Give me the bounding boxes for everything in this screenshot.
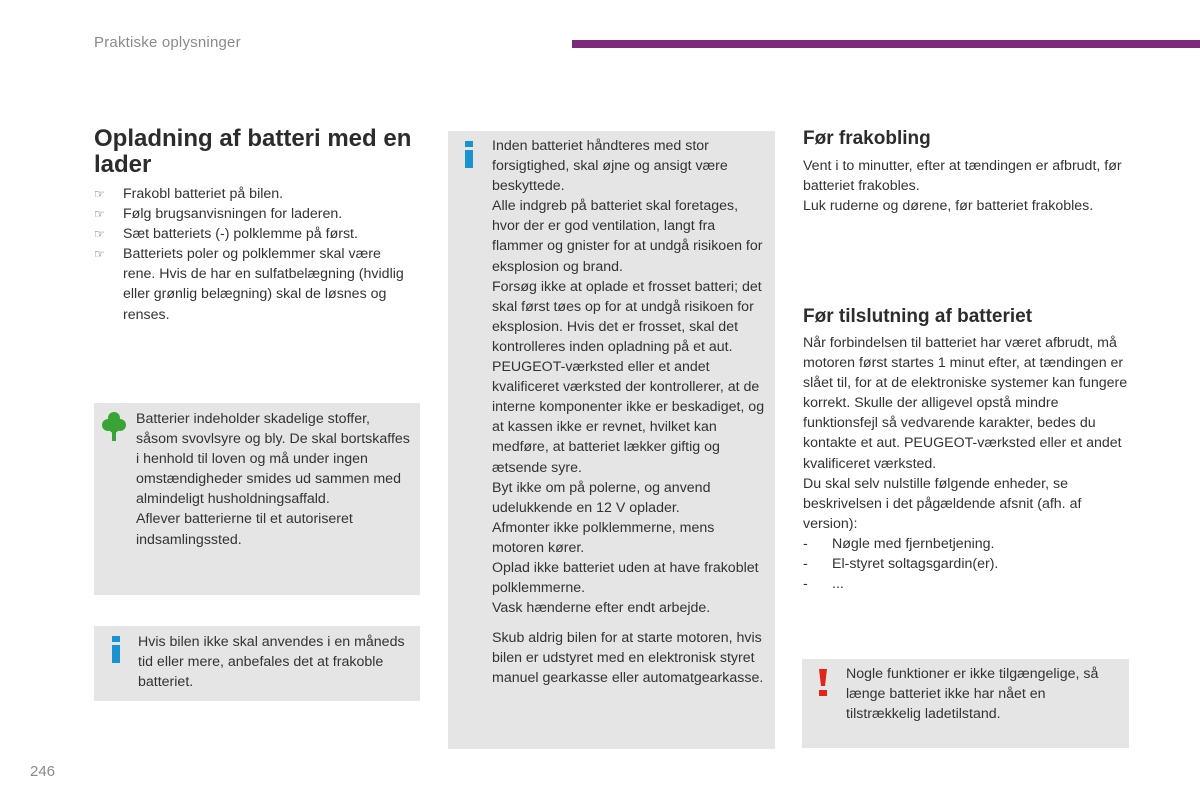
info-note-box	[94, 626, 420, 701]
step-text: Batteriets poler og polklemmer skal være rene. Hvis de har en sulfatbelægning (hvidlig eller grønlig belægning) skal de løsnes og renses.	[123, 246, 404, 323]
pointing-hand-icon: ☞	[94, 227, 105, 242]
info-icon	[111, 636, 121, 663]
list-item	[94, 224, 414, 244]
eco-note-paragraph: Batterier indeholder skadelige stoffer, såsom svovlsyre og bly. De skal bortskaffes i henhold til loven og må under ingen omstændigheder smides ud sammen med almindeligt husholdningsaffald.	[136, 411, 410, 508]
eco-note-text	[136, 409, 412, 550]
before-connect-title: Før tilslutning af batteriet	[803, 306, 1033, 327]
list-item-text: ...	[832, 576, 844, 593]
safety-info-box	[448, 131, 775, 749]
list-item	[94, 184, 414, 204]
step-text: Følg brugsanvisningen for laderen.	[123, 206, 343, 223]
dash-bullet: -	[803, 556, 808, 573]
before-disconnect-text	[803, 156, 1133, 216]
header-title: Praktiske oplysninger	[94, 34, 241, 51]
warning-box	[802, 659, 1129, 748]
list-item-text: Nøgle med fjernbetjening.	[832, 535, 995, 552]
header-accent-bar	[572, 40, 1200, 48]
safety-paragraph: Oplad ikke batteriet uden at have frakoblet polklemmerne.	[492, 559, 759, 597]
dash-bullet: -	[803, 535, 808, 552]
safety-paragraph: Skub aldrig bilen for at starte motoren, hvis bilen er udstyret med en elektronisk styret manuel gearkasse eller automatgearkasse.	[492, 630, 764, 687]
safety-paragraph: Afmonter ikke polklemmerne, mens motoren kører.	[492, 519, 715, 556]
paragraph: Vent i to minutter, efter at tændingen er afbrudt, før batteriet frakobles.	[803, 158, 1122, 195]
warning-text: Nogle funktioner er ikke tilgængelige, så længe batteriet ikke har nået en tilstrækkelig ladetilstand.	[846, 666, 1099, 723]
safety-paragraph: Alle indgreb på batteriet skal foretages, hvor der er god ventilation, langt fra flammer og gnister for at undgå risikoen for eksplosion og brand.	[492, 198, 763, 275]
safety-paragraph: Byt ikke om på polerne, og anvend udelukkende en 12 V oplader.	[492, 479, 711, 516]
step-list	[94, 184, 414, 325]
info-note-text: Hvis bilen ikke skal anvendes i en måneds tid eller mere, anbefales det at frakoble batteriet.	[138, 634, 405, 691]
pointing-hand-icon: ☞	[94, 247, 105, 262]
info-icon	[464, 141, 474, 168]
paragraph: Du skal selv nulstille følgende enheder, se beskrivelsen i det pågældende afsnit (afh. af version):	[803, 475, 1082, 532]
dash-bullet: -	[803, 576, 808, 593]
list-item	[803, 534, 1129, 554]
pointing-hand-icon: ☞	[94, 187, 105, 201]
list-item-text: El-styret soltagsgardin(er).	[832, 556, 999, 573]
eco-note-box	[94, 403, 420, 595]
safety-info-text	[492, 136, 768, 689]
list-item	[803, 554, 1129, 574]
list-item	[803, 574, 1129, 594]
eco-note-paragraph: Aflever batterierne til et autoriseret indsamlingssted.	[136, 511, 353, 548]
list-item	[94, 244, 414, 324]
paragraph: Når forbindelsen til batteriet har været afbrudt, må motoren først startes 1 minut efter, at tændingen er slået til, for at de elektroniske systemer kan fungere korrekt. Skulle der alligevel opstå mindre funktionsfejl så vedvarende karakter, bedes du kontakte et aut. PEUGEOT-værksted eller et andet kvalificeret værksted.	[803, 335, 1128, 472]
step-text: Frakobl batteriet på bilen.	[123, 186, 284, 202]
step-text: Sæt batteriets (-) polklemme på først.	[123, 226, 358, 243]
tree-icon	[102, 410, 126, 442]
safety-paragraph: Forsøg ikke at oplade et frosset batteri; det skal først tøes op for at undgå risikoen for eksplosion. Hvis det er frosset, skal det kontrolleres inden opladning på et aut. PEUGEOT-værksted eller et andet kvalificeret værksted der kontrollerer, at de interne komponenter ikke er beskadiget, og at kassen ikke er revnet, hvilket kan medføre, at batteriet lækker giftig og ætsende syre.	[492, 278, 765, 476]
paragraph: Luk ruderne og dørene, før batteriet frakobles.	[803, 198, 1094, 215]
safety-paragraph: Inden batteriet håndteres med stor forsigtighed, skal øjne og ansigt være beskyttede.	[492, 138, 728, 195]
list-item	[94, 204, 414, 224]
before-disconnect-title: Før frakobling	[803, 128, 931, 149]
section-title: Opladning af batteri med en lader	[94, 125, 412, 178]
safety-paragraph: Vask hænderne efter endt arbejde.	[492, 600, 711, 617]
reset-list	[803, 534, 1129, 594]
before-connect-text	[803, 333, 1129, 594]
pointing-hand-icon: ☞	[94, 207, 105, 222]
page-number: 246	[30, 763, 56, 780]
exclamation-icon	[818, 669, 828, 696]
